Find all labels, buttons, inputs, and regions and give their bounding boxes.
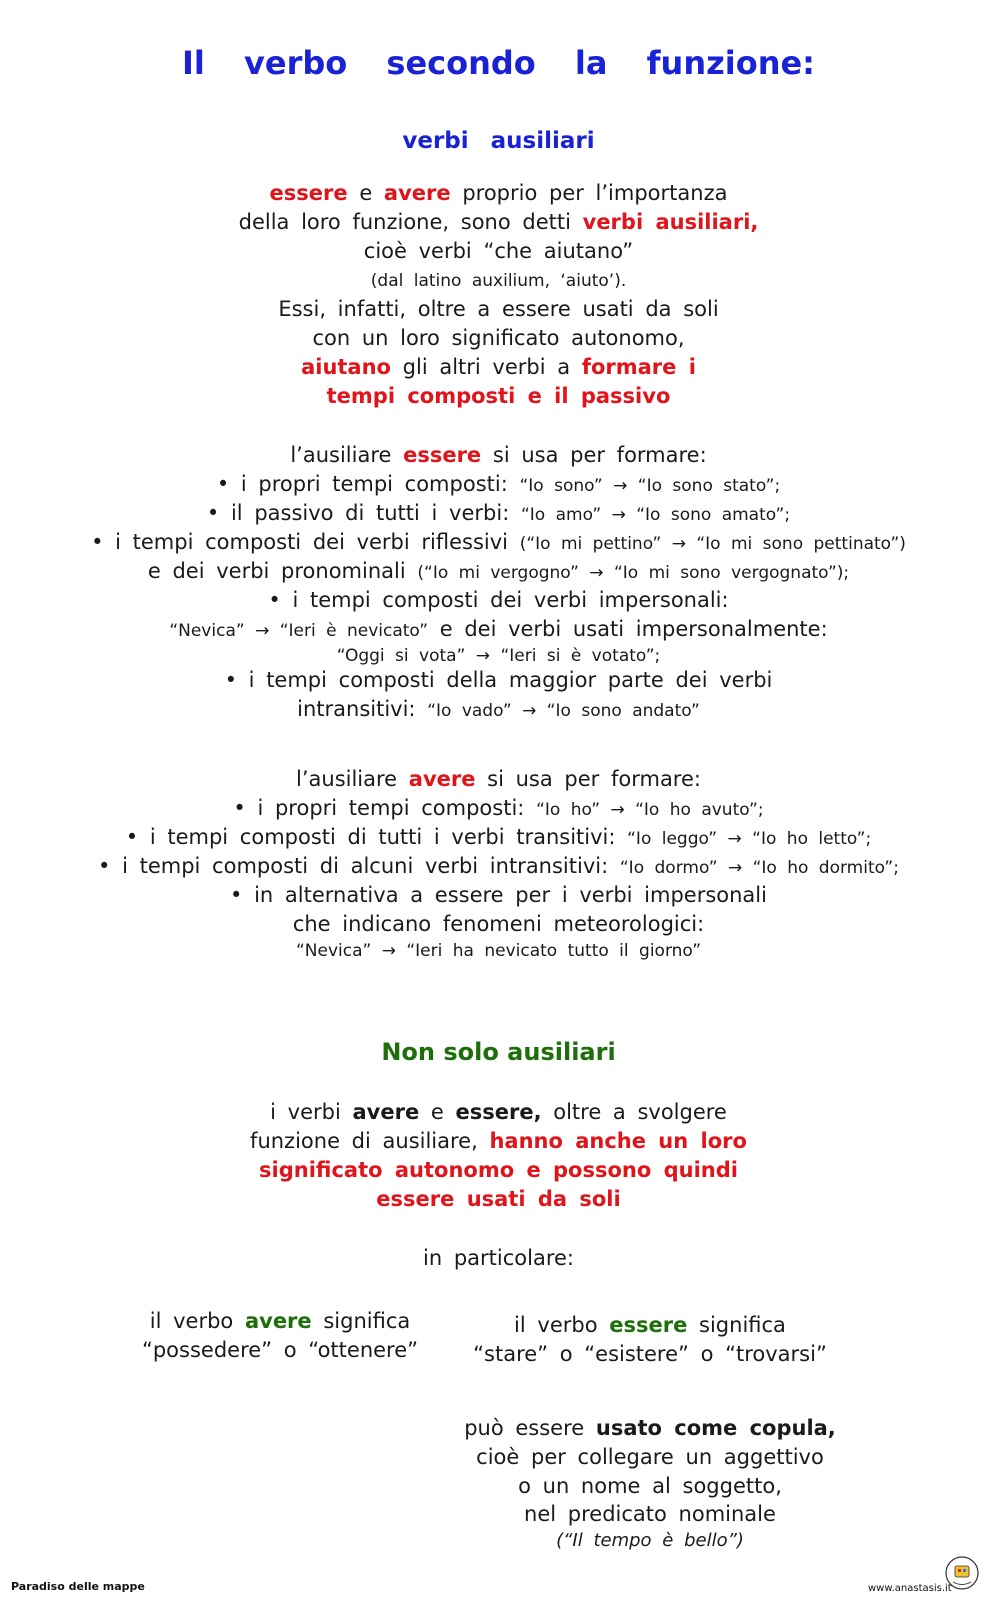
non-solo-line-3: significato autonomo e possono quindi [259, 1158, 738, 1182]
copula-line-2: cioè per collegare un aggettivo [476, 1444, 824, 1469]
copula-block [430, 1414, 870, 1554]
intro-line-1: essere e avere proprio per l’importanza [269, 181, 728, 205]
avere-item-1: • i propri tempi composti: “Io ho” → “Io ho avuto”; [233, 796, 764, 820]
avere-item-2: • i tempi composti di tutti i verbi transitivi: “Io leggo” → “Io ho letto”; [125, 825, 872, 849]
essere-meaning-line-2: “stare” o “esistere” o “trovarsi” [473, 1342, 827, 1367]
essere-item-4: • i tempi composti dei verbi impersonali: [268, 588, 729, 612]
footer-website: www.anastasis.it [868, 1583, 952, 1594]
essere-item-3b: e dei verbi pronominali (“Io mi vergogno” → “Io mi sono vergognato”); [147, 559, 850, 583]
intro-line-6: con un loro significato autonomo, [312, 326, 685, 350]
essere-meaning-line-1: il verbo essere significa [514, 1313, 786, 1337]
avere-item-4c: “Nevica” → “Ieri ha nevicato tutto il giorno” [295, 941, 702, 961]
avere-meaning-line-1: il verbo avere significa [149, 1309, 411, 1333]
essere-item-5b: intransitivi: “Io vado” → “Io sono andato” [297, 697, 700, 721]
essere-item-4b: “Nevica” → “Ieri è nevicato” e dei verbi usati impersonalmente: [169, 617, 828, 641]
essere-meaning-block [430, 1311, 870, 1370]
avere-meaning-line-2: “possedere” o “ottenere” [141, 1338, 419, 1363]
essere-heading: l’ausiliare essere si usa per formare: [290, 443, 707, 467]
essere-item-1: • i propri tempi composti: “Io sono” → “Io sono stato”; [216, 472, 781, 496]
copula-line-1: può essere usato come copula, [464, 1416, 836, 1440]
avere-heading: l’ausiliare avere si usa per formare: [296, 767, 701, 791]
non-solo-line-4: essere usati da soli [376, 1187, 621, 1211]
non-solo-line-5: in particolare: [423, 1246, 574, 1270]
avere-item-4: • in alternativa a essere per i verbi impersonali [230, 883, 767, 907]
avere-item-3: • i tempi composti di alcuni verbi intransitivi: “Io dormo” → “Io ho dormito”; [98, 854, 899, 878]
non-solo-line-2: funzione di ausiliare, hanno anche un loro [250, 1129, 747, 1153]
copula-line-4: nel predicato nominale [524, 1502, 776, 1527]
essere-item-5: • i tempi composti della maggior parte dei verbi [224, 668, 773, 692]
intro-line-5: Essi, infatti, oltre a essere usati da soli [278, 297, 719, 321]
footer-brand: Paradiso delle mappe [11, 1580, 145, 1593]
copula-example: (“Il tempo è bello”) [556, 1530, 744, 1552]
non-solo-line-1: i verbi avere e essere, oltre a svolgere [270, 1100, 727, 1124]
avere-meaning-block [110, 1307, 450, 1366]
section-subtitle: verbi ausiliari [402, 128, 595, 154]
supermappe-logo-icon [944, 1554, 980, 1592]
copula-line-3: o un nome al soggetto, [518, 1473, 782, 1498]
intro-line-2: della loro funzione, sono detti verbi ausiliari, [238, 210, 759, 234]
non-solo-heading: Non solo ausiliari [381, 1038, 616, 1066]
intro-line-3: cioè verbi “che aiutano” [363, 239, 634, 263]
intro-line-4: (dal latino auxilium, ‘aiuto’). [370, 271, 627, 291]
intro-line-8: tempi composti e il passivo [326, 384, 671, 408]
essere-item-4c: “Oggi si vota” → “Ieri si è votato”; [336, 646, 661, 666]
essere-item-3: • i tempi composti dei verbi riflessivi (“Io mi pettino” → “Io mi sono pettinato”) [91, 530, 906, 554]
intro-line-7: aiutano gli altri verbi a formare i [301, 355, 696, 379]
essere-item-2: • il passivo di tutti i verbi: “Io amo” → “Io sono amato”; [206, 501, 791, 525]
page-title: Il verbo secondo la funzione: [182, 44, 815, 82]
avere-item-4b: che indicano fenomeni meteorologici: [292, 912, 705, 936]
